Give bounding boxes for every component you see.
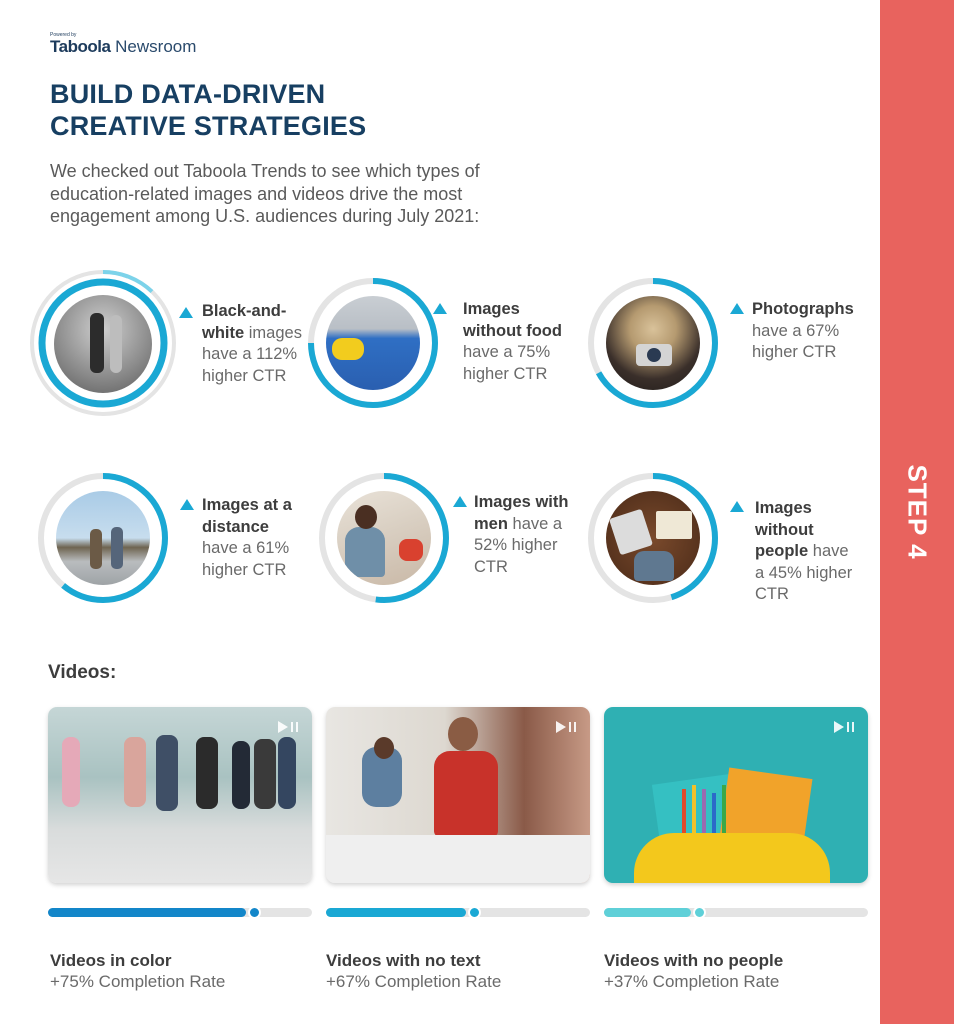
stat-images-without-people	[585, 470, 865, 610]
video-title: Videos with no text	[326, 951, 481, 970]
video-subtitle: +67% Completion Rate	[326, 972, 502, 991]
stat-label-bold: Images without food	[463, 300, 562, 340]
play-icon[interactable]	[556, 721, 566, 733]
play-icon[interactable]	[834, 721, 844, 733]
video-thumbnail-kids-running[interactable]	[48, 707, 312, 883]
up-arrow-icon	[730, 501, 744, 512]
video-progress-bar-no-text[interactable]	[326, 907, 590, 918]
page-title	[50, 78, 470, 142]
title-line-1: BUILD DATA-DRIVEN	[50, 79, 326, 109]
play-pause-control[interactable]	[556, 721, 576, 733]
photo-smiling-student	[337, 491, 431, 585]
progress-knob[interactable]	[468, 906, 481, 919]
stat-label-rest: have a 61% higher CTR	[202, 539, 290, 579]
photo-desk-flatlay	[606, 491, 700, 585]
stat-label-rest: have a 75% higher CTR	[463, 343, 551, 383]
stat-label-rest: have a 52% higher CTR	[474, 514, 563, 576]
powered-by-label: Powered by	[50, 32, 77, 38]
play-pause-control[interactable]	[278, 721, 298, 733]
pause-icon[interactable]	[569, 722, 576, 732]
video-label-no-people	[604, 950, 783, 992]
pause-icon[interactable]	[847, 722, 854, 732]
video-thumbnail-classroom[interactable]	[326, 707, 590, 883]
stat-label-bold: Images with men	[474, 493, 569, 533]
photo-person-with-camera	[606, 296, 700, 390]
stat-images-at-a-distance	[35, 470, 315, 610]
up-arrow-icon	[433, 303, 447, 314]
photo-students-on-path	[56, 491, 150, 585]
stat-label-bold: Black-and-white	[202, 302, 287, 342]
title-line-2: CREATIVE STRATEGIES	[50, 111, 367, 141]
stat-label-rest: have a 67% higher CTR	[752, 321, 840, 361]
video-label-no-text	[326, 950, 501, 992]
intro-paragraph: We checked out Taboola Trends to see which types of education-related images and videos drive the most engagement among U.S. audiences during July 2021:	[50, 161, 480, 226]
video-title: Videos in color	[50, 951, 172, 970]
stat-label-rest: images have a 112% higher CTR	[202, 323, 302, 385]
stat-label-bold: Images without people	[755, 499, 814, 560]
up-arrow-icon	[180, 499, 194, 510]
brand-suffix: Newsroom	[115, 37, 197, 56]
pause-icon[interactable]	[291, 722, 298, 732]
progress-fill	[326, 908, 466, 917]
play-pause-control[interactable]	[834, 721, 854, 733]
step-label: STEP 4	[902, 464, 933, 560]
progress-fill	[48, 908, 246, 917]
stat-label-rest: have a 45% higher CTR	[755, 542, 853, 603]
progress-knob[interactable]	[693, 906, 706, 919]
stat-black-and-white	[28, 268, 308, 418]
video-subtitle: +37% Completion Rate	[604, 972, 780, 991]
taboola-newsroom-logo	[50, 32, 196, 56]
up-arrow-icon	[453, 496, 467, 507]
photo-students-walking-bw	[54, 295, 152, 393]
stat-images-without-food	[305, 275, 585, 415]
play-icon[interactable]	[278, 721, 288, 733]
video-title: Videos with no people	[604, 951, 784, 970]
video-thumbnail-pencil-case[interactable]	[604, 707, 868, 883]
video-progress-bar-no-people[interactable]	[604, 907, 868, 918]
video-subtitle: +75% Completion Rate	[50, 972, 226, 991]
progress-knob[interactable]	[248, 906, 261, 919]
stat-images-with-men	[316, 470, 596, 610]
videos-heading: Videos:	[48, 662, 117, 683]
stat-photographs	[585, 275, 865, 415]
brand-name: Taboola	[50, 37, 111, 56]
progress-fill	[604, 908, 691, 917]
stat-label-bold: Images at a distance	[202, 496, 292, 536]
up-arrow-icon	[179, 307, 193, 318]
video-label-color	[50, 950, 225, 992]
photo-backpack-packing	[326, 296, 420, 390]
stat-label-bold: Photographs	[752, 300, 854, 318]
video-progress-bar-color[interactable]	[48, 907, 312, 918]
up-arrow-icon	[730, 303, 744, 314]
